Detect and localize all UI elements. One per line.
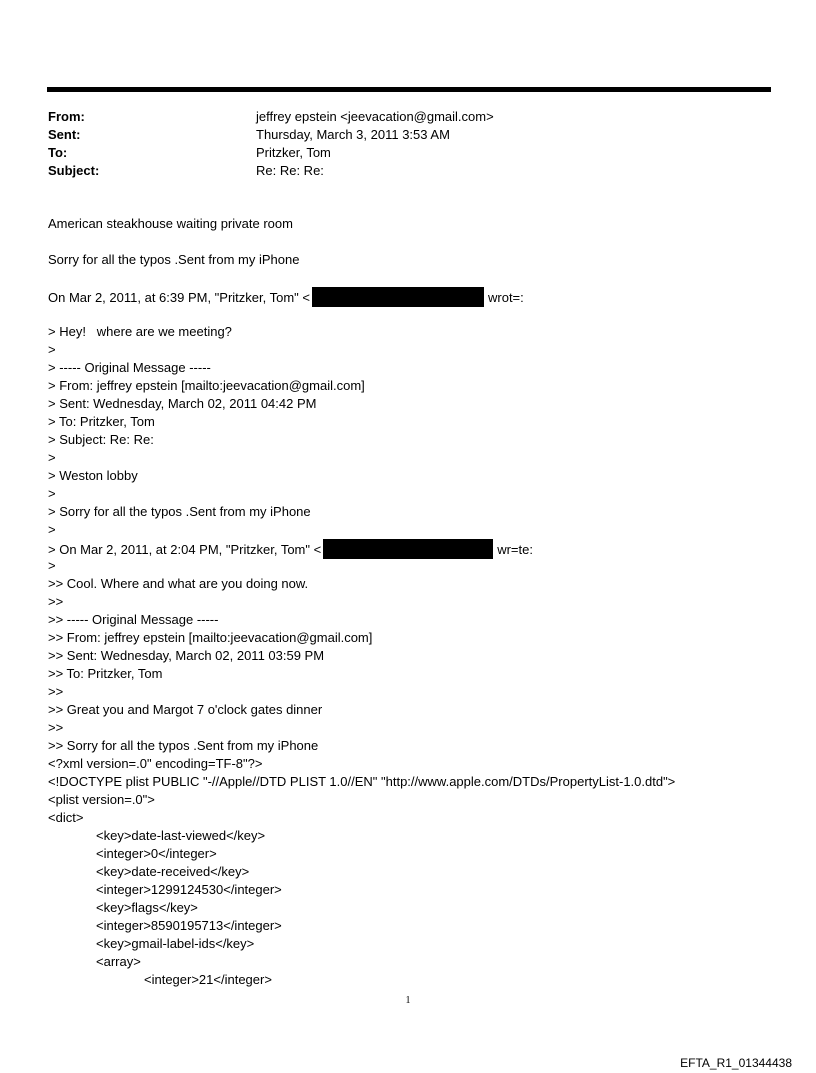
reply-header-text: On Mar 2, 2011, at 6:39 PM, "Pritzker, Tom" < <box>48 290 310 305</box>
xml-line: <!DOCTYPE plist PUBLIC "-//Apple//DTD PLIST 1.0//EN" "http://www.apple.com/DTDs/PropertyList-1.0.dtd"> <box>48 774 676 789</box>
quoted-line: > <box>48 486 56 501</box>
quoted-line: > <box>48 342 56 357</box>
xml-line: <key>flags</key> <box>96 900 198 915</box>
quoted-line: > Subject: Re: Re: <box>48 432 154 447</box>
redaction-box <box>323 539 493 559</box>
to-label: To: <box>48 145 68 160</box>
body-line: Sorry for all the typos .Sent from my iPhone <box>48 252 300 267</box>
xml-line: <array> <box>96 954 141 969</box>
sent-value: Thursday, March 3, 2011 3:53 AM <box>256 127 450 142</box>
email-header <box>48 108 494 180</box>
to-row <box>48 144 494 162</box>
quoted-line: > From: jeffrey epstein [mailto:jeevacation@gmail.com] <box>48 378 365 393</box>
body-line: American steakhouse waiting private room <box>48 216 293 231</box>
quoted-line: > Hey! where are we meeting? <box>48 324 232 339</box>
quoted-reply-header-text: > On Mar 2, 2011, at 2:04 PM, "Pritzker, Tom" < <box>48 542 322 557</box>
quoted-line: >> From: jeffrey epstein [mailto:jeevacation@gmail.com] <box>48 630 373 645</box>
page-number: 1 <box>405 995 411 1006</box>
xml-line: <integer>0</integer> <box>96 846 217 861</box>
xml-line: <integer>8590195713</integer> <box>96 918 282 933</box>
document-id: EFTA_R1_01344438 <box>680 1056 792 1070</box>
xml-line: <?xml version=.0" encoding=TF-8"?> <box>48 756 263 771</box>
quoted-line: > Sorry for all the typos .Sent from my iPhone <box>48 504 311 519</box>
quoted-line: > <box>48 522 56 537</box>
quoted-line: >> Cool. Where and what are you doing now. <box>48 576 309 591</box>
quoted-line: > Sent: Wednesday, March 02, 2011 04:42 PM <box>48 396 317 411</box>
quoted-reply-header-line <box>48 539 788 557</box>
quoted-line: > Weston lobby <box>48 468 138 483</box>
email-body <box>48 215 788 989</box>
quoted-line: >> <box>48 684 64 699</box>
from-value: jeffrey epstein <jeevacation@gmail.com> <box>256 109 494 124</box>
quoted-line: >> <box>48 594 64 609</box>
subject-label: Subject: <box>48 163 100 178</box>
quoted-line: > ----- Original Message ----- <box>48 360 211 375</box>
xml-line: <integer>21</integer> <box>144 972 272 987</box>
quoted-line: > To: Pritzker, Tom <box>48 414 155 429</box>
to-value: Pritzker, Tom <box>256 145 331 160</box>
xml-line: <integer>1299124530</integer> <box>96 882 282 897</box>
sent-label: Sent: <box>48 127 81 142</box>
xml-line: <key>date-last-viewed</key> <box>96 828 266 843</box>
quoted-line: > <box>48 450 56 465</box>
quoted-line: >> ----- Original Message ----- <box>48 612 219 627</box>
reply-header-line <box>48 287 788 305</box>
quoted-line: >> Sent: Wednesday, March 02, 2011 03:59 PM <box>48 648 325 663</box>
sent-row <box>48 126 494 144</box>
quoted-line: > <box>48 558 56 573</box>
redaction-box <box>312 287 484 307</box>
from-row <box>48 108 494 126</box>
top-rule <box>47 87 771 92</box>
from-label: From: <box>48 109 85 124</box>
quoted-line: >> <box>48 720 64 735</box>
xml-line: <dict> <box>48 810 84 825</box>
quoted-line: >> Sorry for all the typos .Sent from my iPhone <box>48 738 319 753</box>
xml-line: <key>gmail-label-ids</key> <box>96 936 255 951</box>
xml-line: <key>date-received</key> <box>96 864 250 879</box>
quoted-reply-header-suffix: wr=te: <box>497 542 533 557</box>
subject-value: Re: Re: Re: <box>256 163 324 178</box>
quoted-line: >> Great you and Margot 7 o'clock gates dinner <box>48 702 323 717</box>
reply-header-suffix: wrot=: <box>488 290 524 305</box>
subject-row <box>48 162 494 180</box>
quoted-line: >> To: Pritzker, Tom <box>48 666 163 681</box>
xml-line: <plist version=.0"> <box>48 792 155 807</box>
